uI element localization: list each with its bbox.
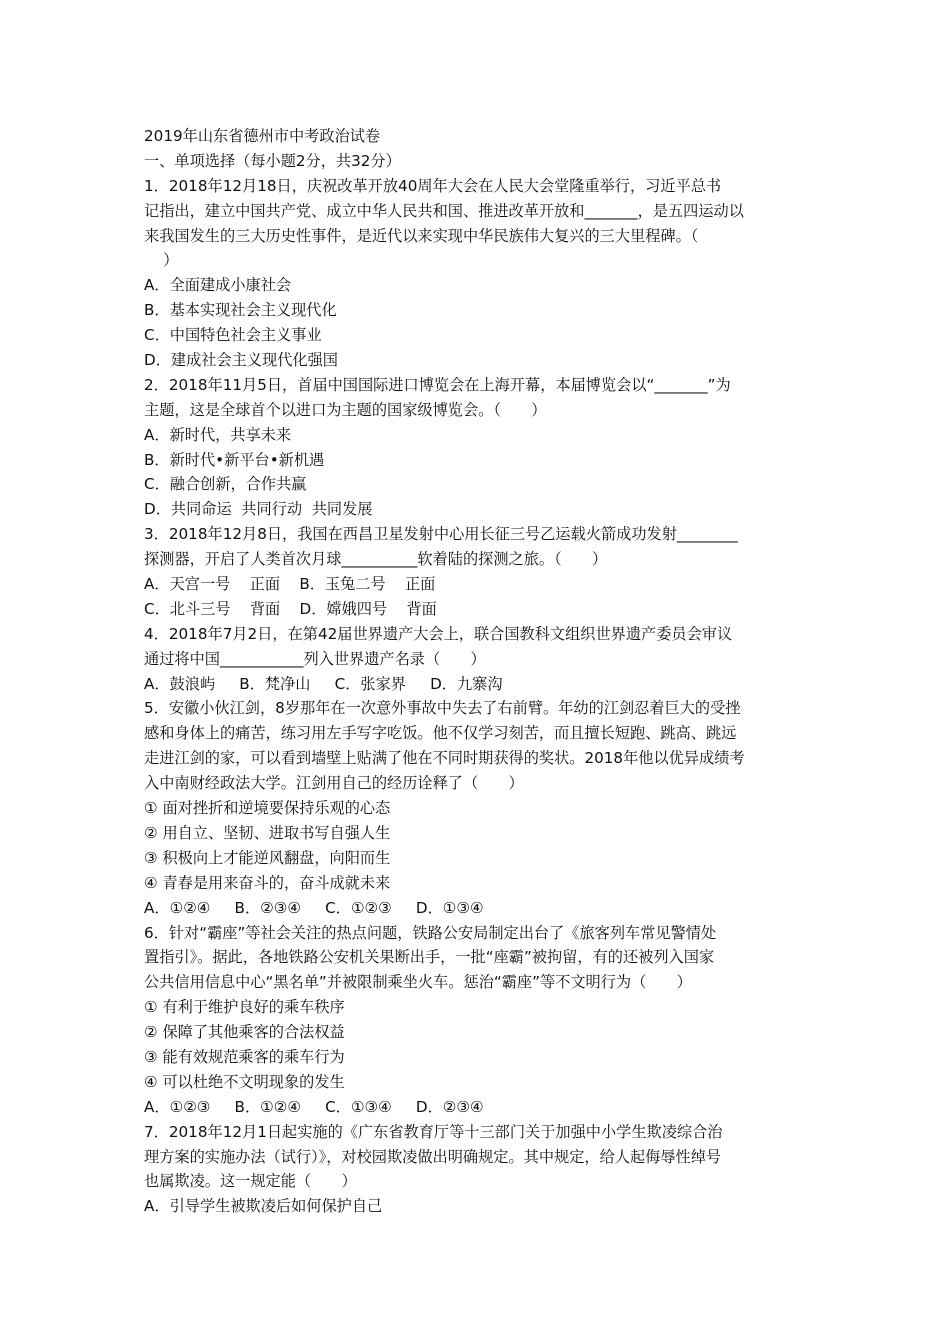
- question-5: [144, 696, 812, 920]
- question-stem-line: 6．针对“霸座”等社会关注的热点问题，铁路公安局制定出台了《旅客列车常见警情处: [144, 923, 717, 942]
- statement-4: ④ 青春是用来奋斗的，奋斗成就未来: [144, 873, 391, 892]
- question-stem-line: 5．安徽小伙江剑，8岁那年在一次意外事故中失去了右前臂。年幼的江剑忍着巨大的受挫: [144, 699, 741, 718]
- question-stem-line: 主题，这是全球首个以进口为主题的国家级博览会。（ ）: [144, 400, 547, 419]
- question-2: [144, 373, 812, 522]
- statement-2: ② 用自立、坚韧、进取书写自强人生: [144, 823, 391, 842]
- question-stem-line: 走进江剑的家，可以看到墙壁上贴满了他在不同时期获得的奖状。2018年他以优异成绩考: [144, 749, 745, 768]
- statement-3: ③ 能有效规范乘客的乘车行为: [144, 1047, 345, 1066]
- question-stem-line: 3．2018年12月8日，我国在西昌卫星发射中心用长征三号乙运载火箭成功发射________: [144, 525, 738, 544]
- question-stem-line: 探测器，开启了人类首次月球__________软着陆的探测之旅。（ ）: [144, 550, 608, 569]
- option-row: A．①②④ B．②③④ C．①②③ D．①③④: [144, 898, 484, 917]
- option-c: C．中国特色社会主义事业: [144, 326, 322, 345]
- question-stem-line: 2．2018年11月5日，首届中国国际进口博览会在上海开幕，本届博览会以“_______”为: [144, 375, 731, 394]
- option-row-cd: C．北斗三号 背面 D．嫦娥四号 背面: [144, 599, 437, 618]
- option-row: A．鼓浪屿 B．梵净山 C．张家界 D．九寨沟: [144, 674, 503, 693]
- question-6: [144, 921, 812, 1120]
- option-a: A．全面建成小康社会: [144, 276, 292, 295]
- statement-1: ① 面对挫折和逆境要保持乐观的心态: [144, 799, 391, 818]
- question-4: [144, 622, 812, 697]
- question-stem-line: 记指出，建立中国共产党、成立中华人民共和国、推进改革开放和_______，是五四运动以: [144, 201, 744, 220]
- question-stem-line: 入中南财经政法大学。江剑用自己的经历诠释了（ ）: [144, 774, 524, 793]
- exam-page: [144, 124, 812, 1219]
- option-row-ab: A．天宫一号 正面 B．玉兔二号 正面: [144, 575, 436, 594]
- option-row: A．①②③ B．①②④ C．①③④ D．②③④: [144, 1097, 484, 1116]
- option-a: A．新时代，共享未来: [144, 425, 292, 444]
- option-a: A．引导学生被欺凌后如何保护自己: [144, 1197, 383, 1216]
- statement-3: ③ 积极向上才能逆风翻盘，向阳而生: [144, 848, 391, 867]
- option-d: D．共同命运 共同行动 共同发展: [144, 500, 373, 519]
- question-stem-line: 1．2018年12月18日，庆祝改革开放40周年大会在人民大会堂隆重举行，习近平总书: [144, 176, 722, 195]
- question-stem-line: 置指引》。据此，各地铁路公安机关果断出手，一批“座霸”被拘留，有的还被列入国家: [144, 948, 715, 967]
- question-stem-line: ）: [144, 251, 179, 270]
- statement-2: ② 保障了其他乘客的合法权益: [144, 1023, 345, 1042]
- question-stem-line: 公共信用信息中心“黑名单”并被限制乘坐火车。惩治“霸座”等不文明行为（ ）: [144, 973, 692, 992]
- question-stem-line: 来我国发生的三大历史性事件，是近代以来实现中华民族伟大复兴的三大里程碑。（: [144, 226, 699, 245]
- statement-4: ④ 可以杜绝不文明现象的发生: [144, 1072, 345, 1091]
- question-stem-line: 7．2018年12月1日起实施的《广东省教育厅等十三部门关于加强中小学生欺凌综合治: [144, 1122, 723, 1141]
- question-stem-line: 也属欺凌。这一规定能（ ）: [144, 1172, 357, 1191]
- statement-1: ① 有利于维护良好的乘车秩序: [144, 998, 345, 1017]
- question-stem-line: 理方案的实施办法（试行）》，对校园欺凌做出明确规定。其中规定，给人起侮辱性绰号: [144, 1147, 722, 1166]
- option-b: B．新时代•新平台•新机遇: [144, 450, 325, 469]
- option-b: B．基本实现社会主义现代化: [144, 301, 337, 320]
- section-heading: 一、单项选择（每小题2分，共32分）: [144, 151, 401, 170]
- question-stem-line: 通过将中国___________列入世界遗产名录（ ）: [144, 649, 486, 668]
- question-stem-line: 感和身体上的痛苦，练习用左手写字吃饭。他不仅学习刻苦，而且擅长短跑、跳高、跳远: [144, 724, 737, 743]
- question-3: [144, 522, 812, 622]
- exam-title: 2019年山东省德州市中考政治试卷: [144, 127, 381, 145]
- question-7: [144, 1120, 812, 1220]
- question-stem-line: 4．2018年7月2日，在第42届世界遗产大会上，联合国教科文组织世界遗产委员会审议: [144, 624, 733, 643]
- question-1: [144, 174, 812, 373]
- option-d: D．建成社会主义现代化强国: [144, 351, 338, 370]
- option-c: C．融合创新，合作共赢: [144, 475, 307, 494]
